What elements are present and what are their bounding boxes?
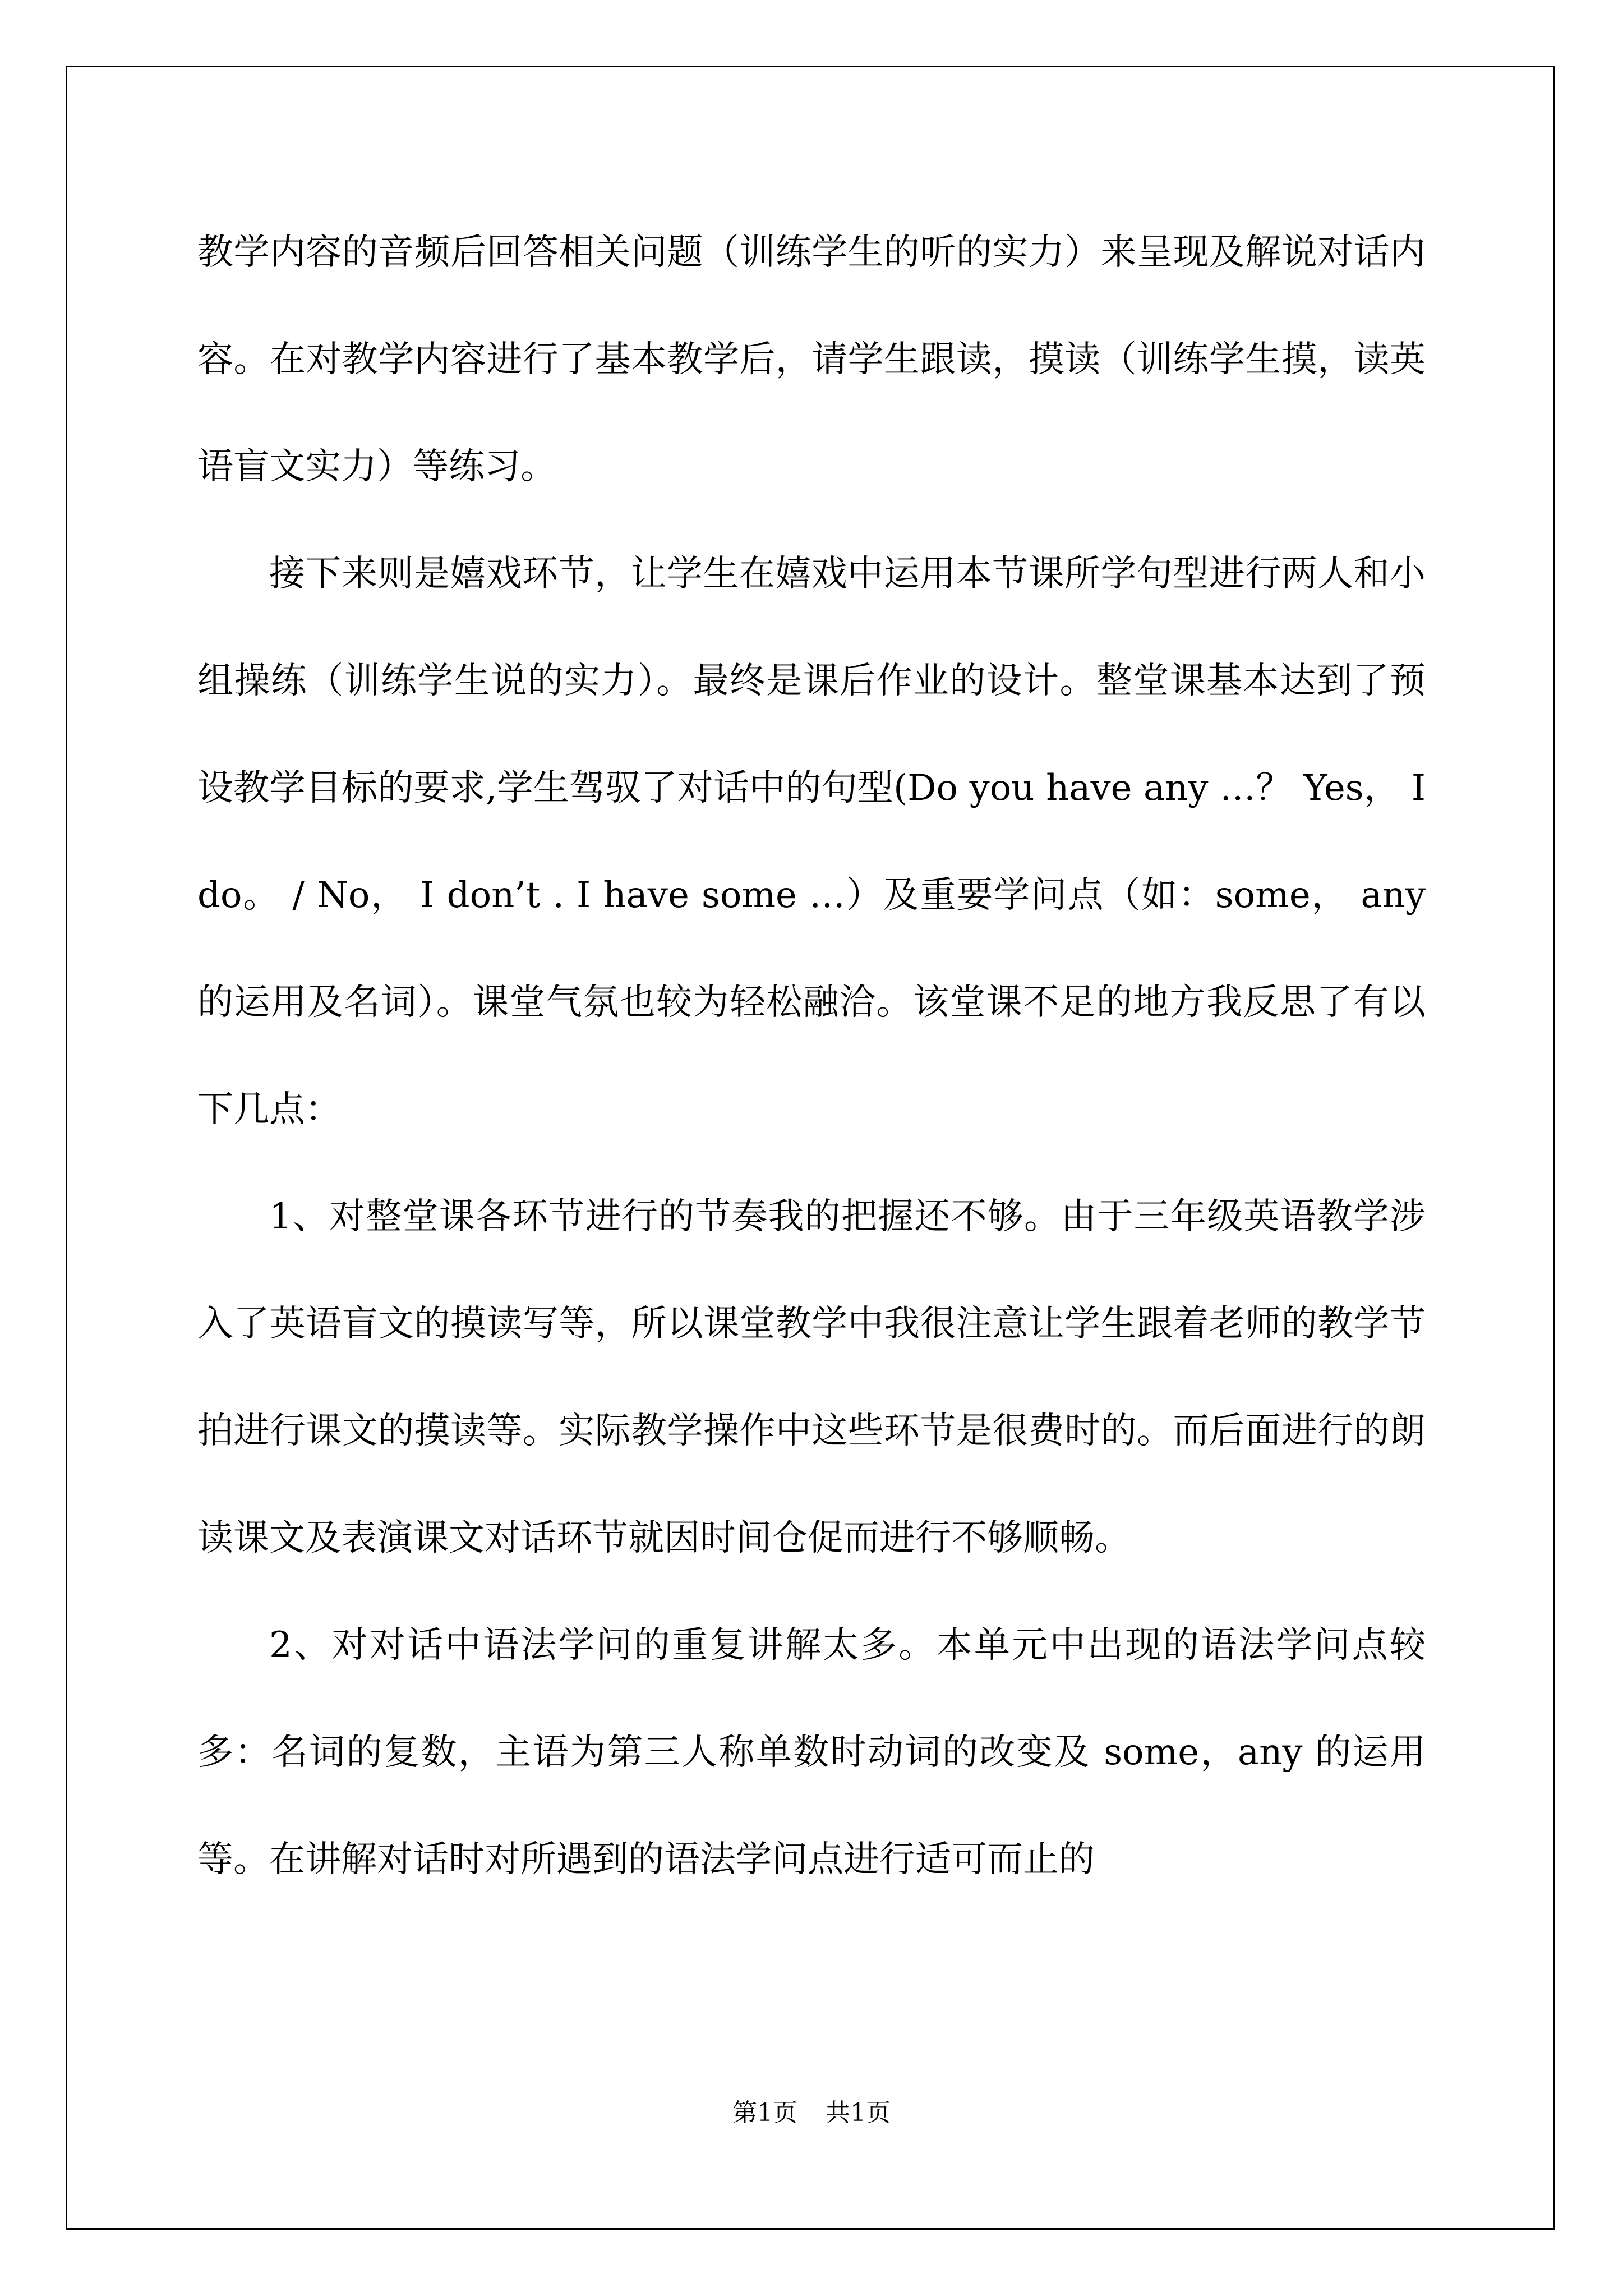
- document-body: [197, 199, 1426, 1913]
- paragraph-1: 教学内容的音频后回答相关问题（训练学生的听的实力）来呈现及解说对话内容。在对教学内容进行了基本教学后，请学生跟读，摸读（训练学生摸，读英语盲文实力）等练习。: [197, 232, 1426, 487]
- paragraph-4: 2、对对话中语法学问的重复讲解太多。本单元中出现的语法学问点较多：名词的复数，主语为第三人称单数时动词的改变及 some，any 的运用等。在讲解对话时对所遇到的语法学问点进行适可而止的: [197, 1625, 1426, 1880]
- page-number: 第1页: [732, 2099, 797, 2127]
- paragraph-3: 1、对整堂课各环节进行的节奏我的把握还不够。由于三年级英语教学涉入了英语盲文的摸读写等，所以课堂教学中我很注意让学生跟着老师的教学节拍进行课文的摸读等。实际教学操作中这些环节是很费时的。而后面进行的朗读课文及表演课文对话环节就因时间仓促而进行不够顺畅。: [197, 1196, 1426, 1559]
- page-footer: [0, 2092, 1623, 2128]
- page-total: 共1页: [826, 2099, 891, 2127]
- paragraph-2: 接下来则是嬉戏环节，让学生在嬉戏中运用本节课所学句型进行两人和小组操练（训练学生说的实力）。最终是课后作业的设计。整堂课基本达到了预设教学目标的要求,学生驾驭了对话中的句型(Do you have any …？ Yes， I do。 / No， I don’t . I have some …）及重要学问点（如：some， any 的运用及名词）。课堂气氛也较为轻松融洽。该堂课不足的地方我反思了有以下几点：: [197, 553, 1426, 1130]
